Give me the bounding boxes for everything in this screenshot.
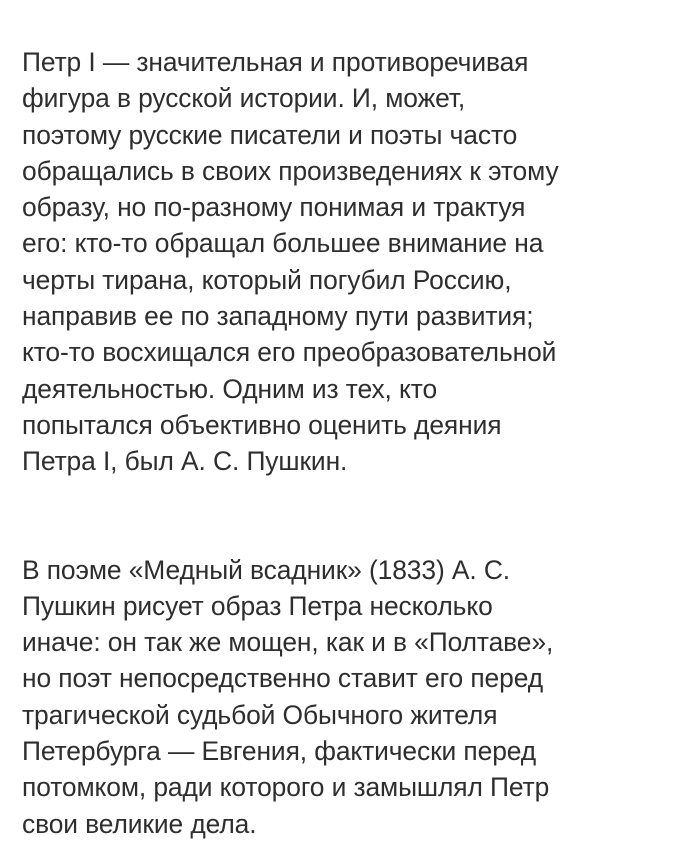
text-line: кто-то восхищался его преобразовательной bbox=[22, 337, 557, 368]
text-line: образу, но по-разному понимая и трактуя bbox=[22, 192, 526, 223]
text-line: его: кто-то обращал большее внимание на bbox=[22, 228, 544, 259]
text-line: черты тирана, который погубил Россию, bbox=[22, 264, 512, 295]
document-body bbox=[22, 44, 672, 842]
text-line: иначе: он так же мощен, как и в «Полтаве», bbox=[22, 627, 554, 658]
text-line: Петербурга — Евгения, фактически перед bbox=[22, 736, 537, 767]
text-line: Пушкин рисует образ Петра несколько bbox=[22, 590, 493, 621]
text-line: но поэт непосредственно ставит его перед bbox=[22, 663, 544, 694]
text-line: трагической судьбой Обычного жителя bbox=[22, 699, 498, 730]
text-line: попытался объективно оценить деяния bbox=[22, 409, 502, 440]
text-line: Петр I — значительная и противоречивая bbox=[22, 47, 529, 77]
text-line: обращались в своих произведениях к этому bbox=[22, 155, 559, 186]
text-line: В поэме «Медный всадник» (1833) А. С. bbox=[22, 554, 511, 585]
text-line: направив ее по западному пути развития; bbox=[22, 301, 534, 332]
text-line: фигура в русской истории. И, может, bbox=[22, 83, 466, 114]
paragraph-2 bbox=[22, 552, 672, 842]
text-line: Петра I, был А. С. Пушкин. bbox=[22, 446, 348, 477]
text-line: потомком, ради которого и замышлял Петр bbox=[22, 772, 550, 803]
text-line: свои великие дела. bbox=[22, 808, 257, 839]
text-line: деятельностью. Одним из тех, кто bbox=[22, 373, 438, 404]
text-line: поэтому русские писатели и поэты часто bbox=[22, 119, 518, 150]
paragraph-1 bbox=[22, 44, 672, 480]
